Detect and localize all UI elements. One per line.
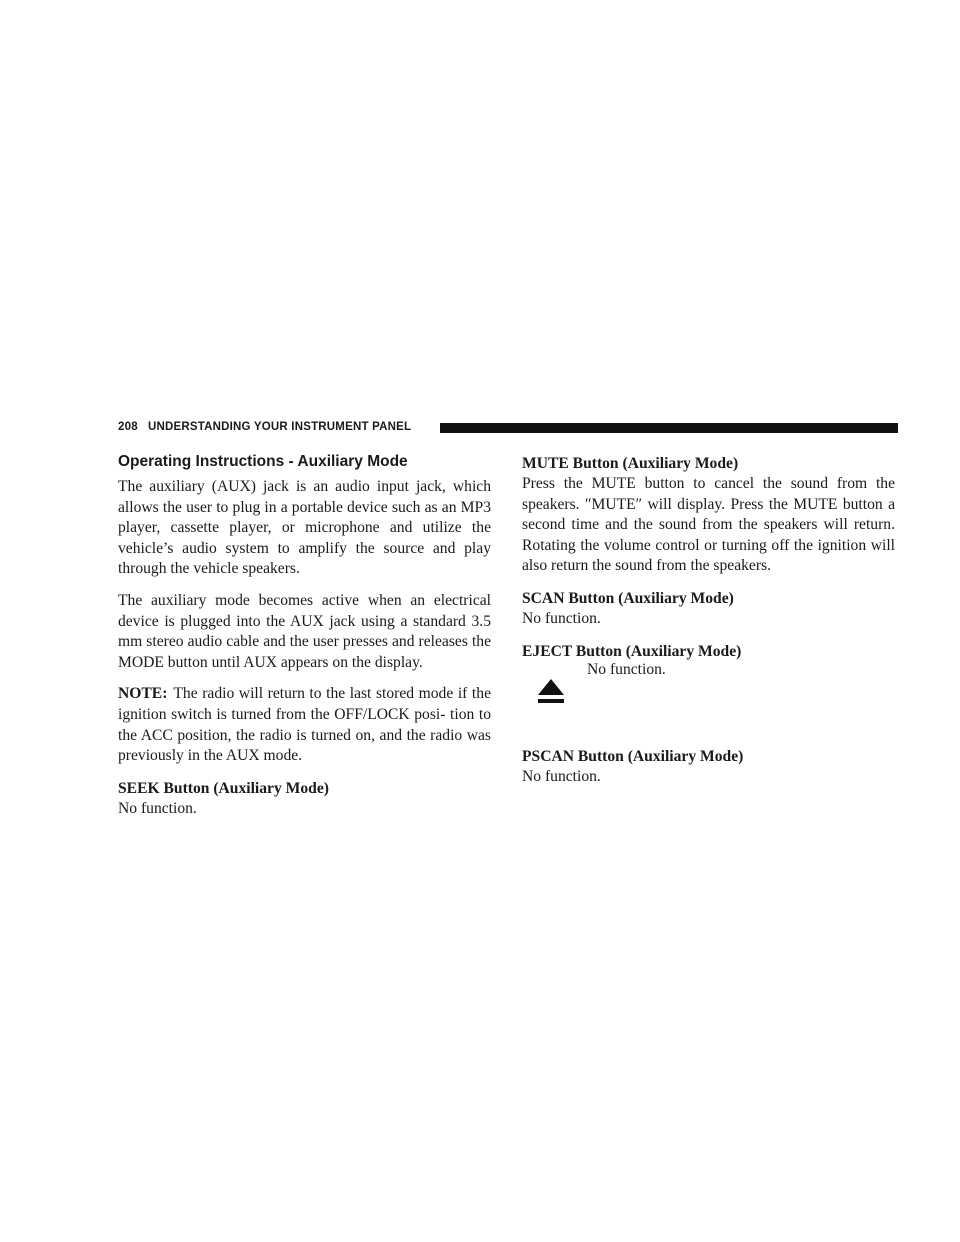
right-column: [522, 453, 895, 798]
note-label: NOTE:: [118, 685, 168, 703]
left-column: [118, 453, 491, 830]
aux-mode-paragraph: The auxiliary mode becomes active when an electrical device is plugged into the AUX jack using a standard 3.5 mm stereo audio cable and the user presses and releases the MODE button until AUX appears on the display.: [118, 591, 491, 671]
scan-text: No function.: [522, 609, 601, 627]
eject-icon: [537, 677, 565, 705]
mute-heading: MUTE Button (Auxiliary Mode): [522, 455, 739, 472]
note-paragraph: [118, 684, 491, 766]
eject-text: No function.: [587, 660, 666, 678]
running-section-title: UNDERSTANDING YOUR INSTRUMENT PANEL: [148, 421, 412, 433]
pscan-text: No function.: [522, 767, 601, 785]
seek-text: No function.: [118, 799, 197, 817]
page-number: 208: [118, 421, 138, 433]
section-heading: Operating Instructions - Auxiliary Mode: [118, 453, 408, 470]
aux-jack-paragraph: The auxiliary (AUX) jack is an audio input jack, which allows the user to plug in a portable device such as an MP3 player, cassette player, or microphone and utilize the vehicle’s audio system to amplify the source and play through the vehicle speakers.: [118, 478, 491, 578]
note-text: The radio will return to the last stored mode if the ignition switch is turned from the OFF/LOCK posi- tion to the ACC position, the radio is turned on, and the radio was previously in the AUX mode.: [118, 685, 491, 765]
seek-heading: SEEK Button (Auxiliary Mode): [118, 779, 329, 797]
pscan-heading: PSCAN Button (Auxiliary Mode): [522, 747, 744, 765]
eject-row: [522, 662, 895, 738]
header-rule-bar: [440, 423, 898, 433]
scan-heading: SCAN Button (Auxiliary Mode): [522, 589, 734, 607]
mute-text: Press the MUTE button to cancel the sound from the speakers. ″MUTE″ will display. Press the MUTE button a second time and the sound from the speakers will return. Rotating the volume control or turning off the ignition will also return the sound from the speakers.: [522, 475, 895, 575]
page-header: [118, 421, 898, 437]
eject-heading: EJECT Button (Auxiliary Mode): [522, 642, 742, 660]
